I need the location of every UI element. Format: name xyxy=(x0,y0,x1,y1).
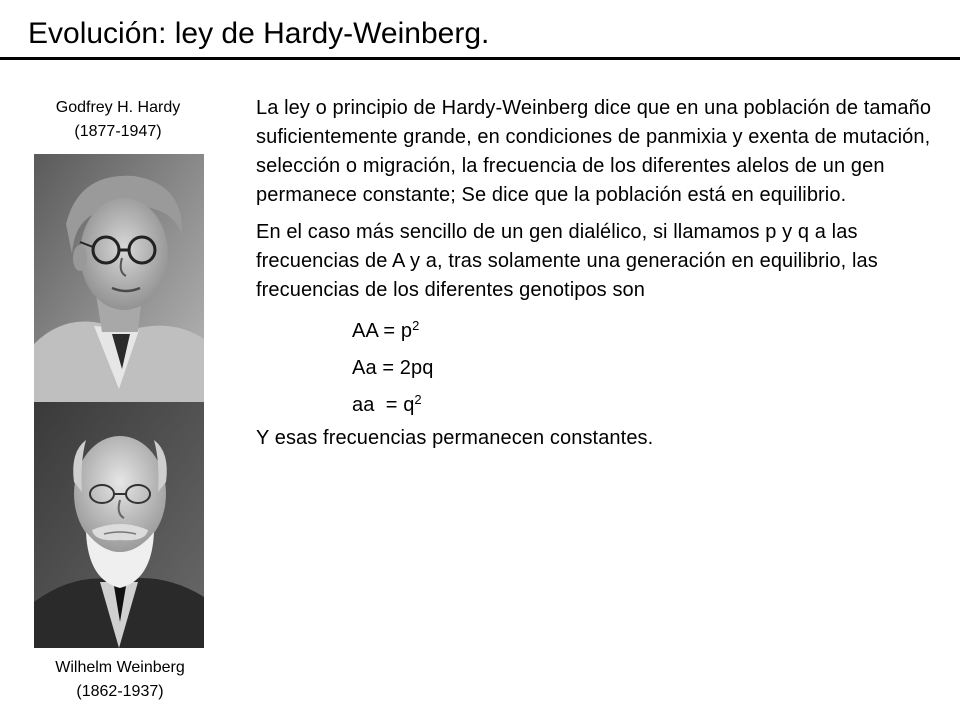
weinberg-dates: (1862-1937) xyxy=(76,683,164,700)
slide-body xyxy=(256,94,946,461)
hardy-portrait xyxy=(34,154,204,402)
weinberg-caption xyxy=(20,656,220,704)
equation-AA-exponent: 2 xyxy=(412,317,420,333)
weinberg-portrait xyxy=(34,402,204,648)
equation-Aa xyxy=(352,350,946,387)
genotype-equations xyxy=(352,313,946,424)
equation-AA xyxy=(352,313,946,350)
hardy-caption xyxy=(18,96,218,144)
equation-Aa-lhs: Aa = 2pq xyxy=(352,357,434,379)
equation-aa-lhs: aa = q xyxy=(352,394,415,416)
equation-aa xyxy=(352,387,946,424)
hardy-dates: (1877-1947) xyxy=(74,123,162,140)
equation-aa-exponent: 2 xyxy=(414,391,422,407)
definition-paragraph: La ley o principio de Hardy-Weinberg dice que en una población de tamaño suficientemente grande, en condiciones de panmixia y exenta de mutación, selección o migración, la frecuencia de los diferentes alelos de un gen permanece constante; Se dice que la población está en equilibrio. xyxy=(256,97,932,206)
hardy-name: Godfrey H. Hardy xyxy=(55,99,181,116)
dialelic-paragraph: En el caso más sencillo de un gen dialélico, si llamamos p y q a las frecuencias de A y a, tras solamente una generación en equilibrio, las frecuencias de los diferentes genotipos son xyxy=(256,221,878,301)
title-underline xyxy=(0,57,960,60)
equation-AA-lhs: AA = p xyxy=(352,320,413,342)
slide-title: Evolución: ley de Hardy-Weinberg. xyxy=(28,17,490,50)
weinberg-name: Wilhelm Weinberg xyxy=(55,659,185,676)
closing-statement: Y esas frecuencias permanecen constantes. xyxy=(256,427,654,449)
